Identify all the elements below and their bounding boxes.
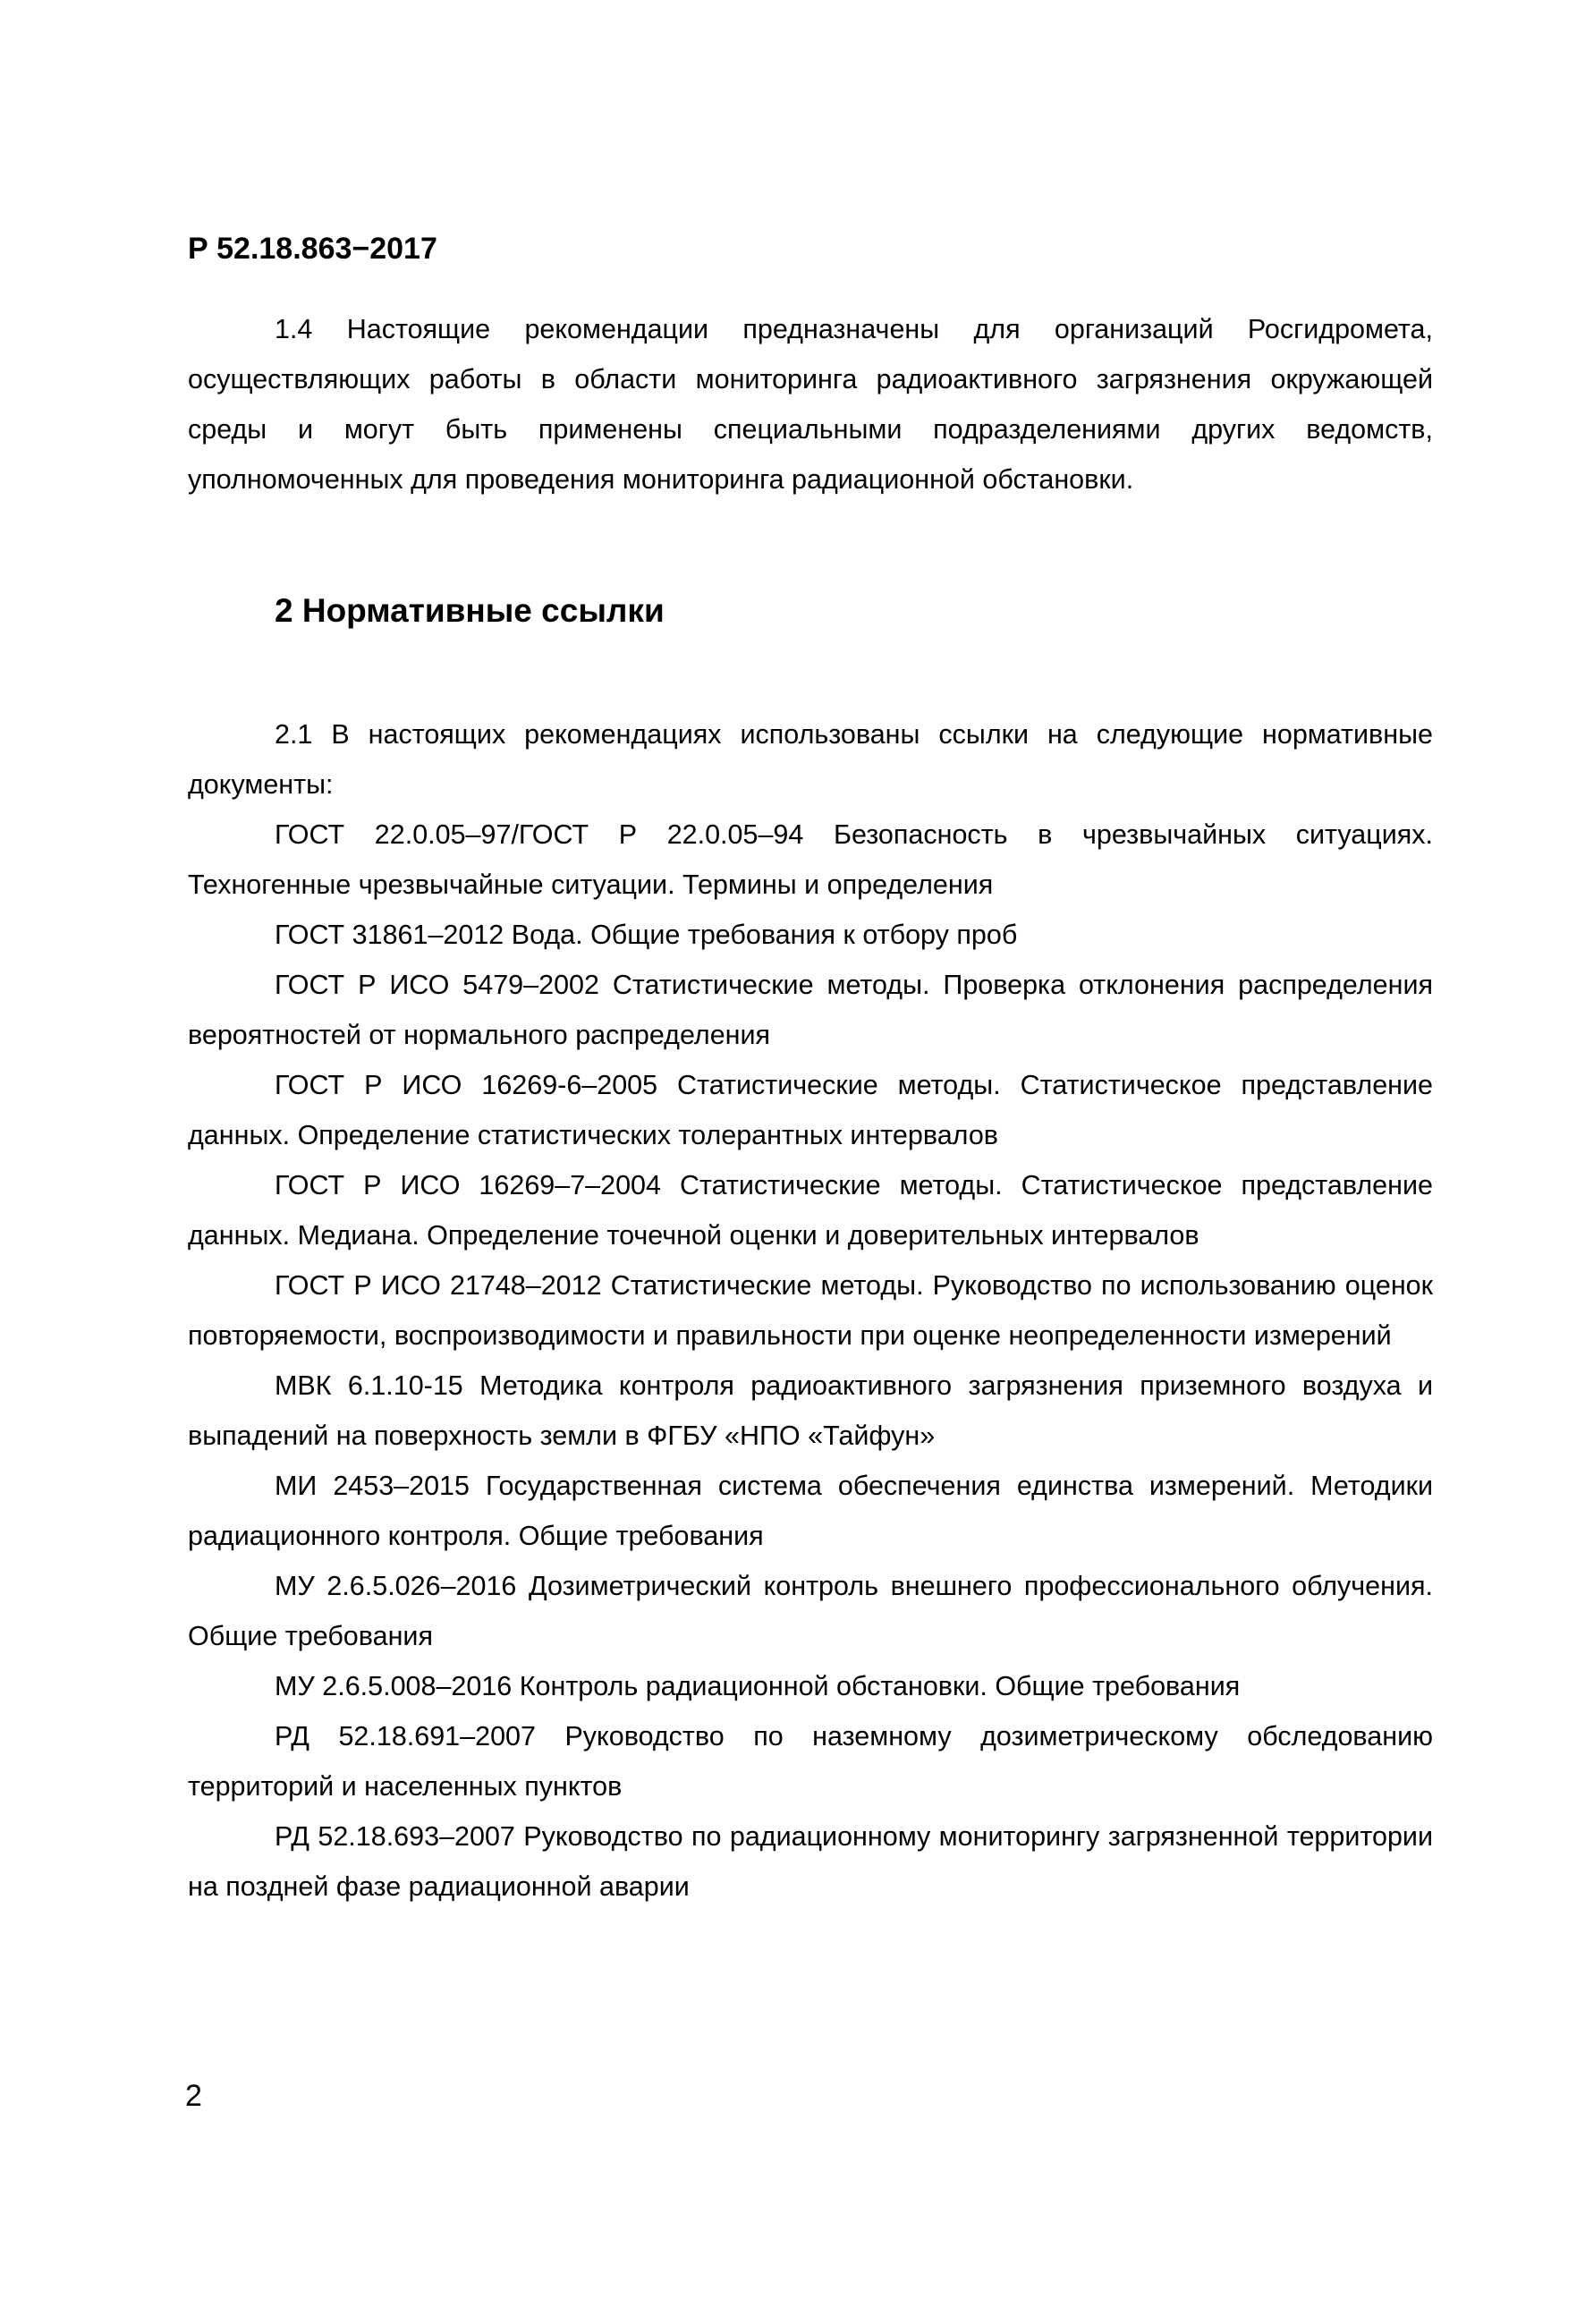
references-intro: 2.1 В настоящих рекомендациях использованы ссылки на следующие нормативные документы: [188,719,1433,800]
references-section [188,709,1433,1912]
reference-item: ГОСТ Р ИСО 16269-6–2005 Статистические методы. Статистическое представление данных. Определение статистических толерантных интервалов [188,1070,1433,1150]
reference-item: МИ 2453–2015 Государственная система обеспечения единства измерений. Методики радиационного контроля. Общие требования [188,1471,1433,1551]
section-heading: 2 Нормативные ссылки [275,592,665,629]
reference-item: МУ 2.6.5.026–2016 Дозиметрический контроль внешнего профессионального облучения. Общие требования [188,1571,1433,1651]
page-number: 2 [185,2079,202,2113]
intro-section [188,304,1433,505]
reference-item: ГОСТ Р ИСО 16269–7–2004 Статистические методы. Статистическое представление данных. Медиана. Определение точечной оценки и доверительных интервалов [188,1170,1433,1251]
reference-item: МВК 6.1.10-15 Методика контроля радиоактивного загрязнения приземного воздуха и выпадений на поверхность земли в ФГБУ «НПО «Тайфун» [188,1370,1433,1451]
reference-item: РД 52.18.691–2007 Руководство по наземному дозиметрическому обследованию территорий и населенных пунктов [188,1721,1433,1802]
reference-item: РД 52.18.693–2007 Руководство по радиационному мониторингу загрязненной территории на поздней фазе радиационной аварии [188,1821,1433,1902]
reference-item: ГОСТ 22.0.05–97/ГОСТ Р 22.0.05–94 Безопасность в чрезвычайных ситуациях. Техногенные чрезвычайные ситуации. Термины и определения [188,819,1433,900]
reference-item: МУ 2.6.5.008–2016 Контроль радиационной обстановки. Общие требования [275,1671,1241,1701]
document-code: Р 52.18.863−2017 [188,232,437,266]
reference-item: ГОСТ Р ИСО 21748–2012 Статистические методы. Руководство по использованию оценок повторяемости, воспроизводимости и правильности при оценке неопределенности измерений [188,1270,1433,1351]
reference-item: ГОСТ Р ИСО 5479–2002 Статистические методы. Проверка отклонения распределения вероятностей от нормального распределения [188,970,1433,1050]
reference-item: ГОСТ 31861–2012 Вода. Общие требования к отбору проб [275,920,1018,950]
intro-paragraph: 1.4 Настоящие рекомендации предназначены для организаций Росгидромета, осуществляющих работы в области мониторинга радиоактивного загрязнения окружающей среды и могут быть применены специальными подразделениями других ведомств, уполномоченных для проведения мониторинга радиационной обстановки. [188,314,1433,495]
